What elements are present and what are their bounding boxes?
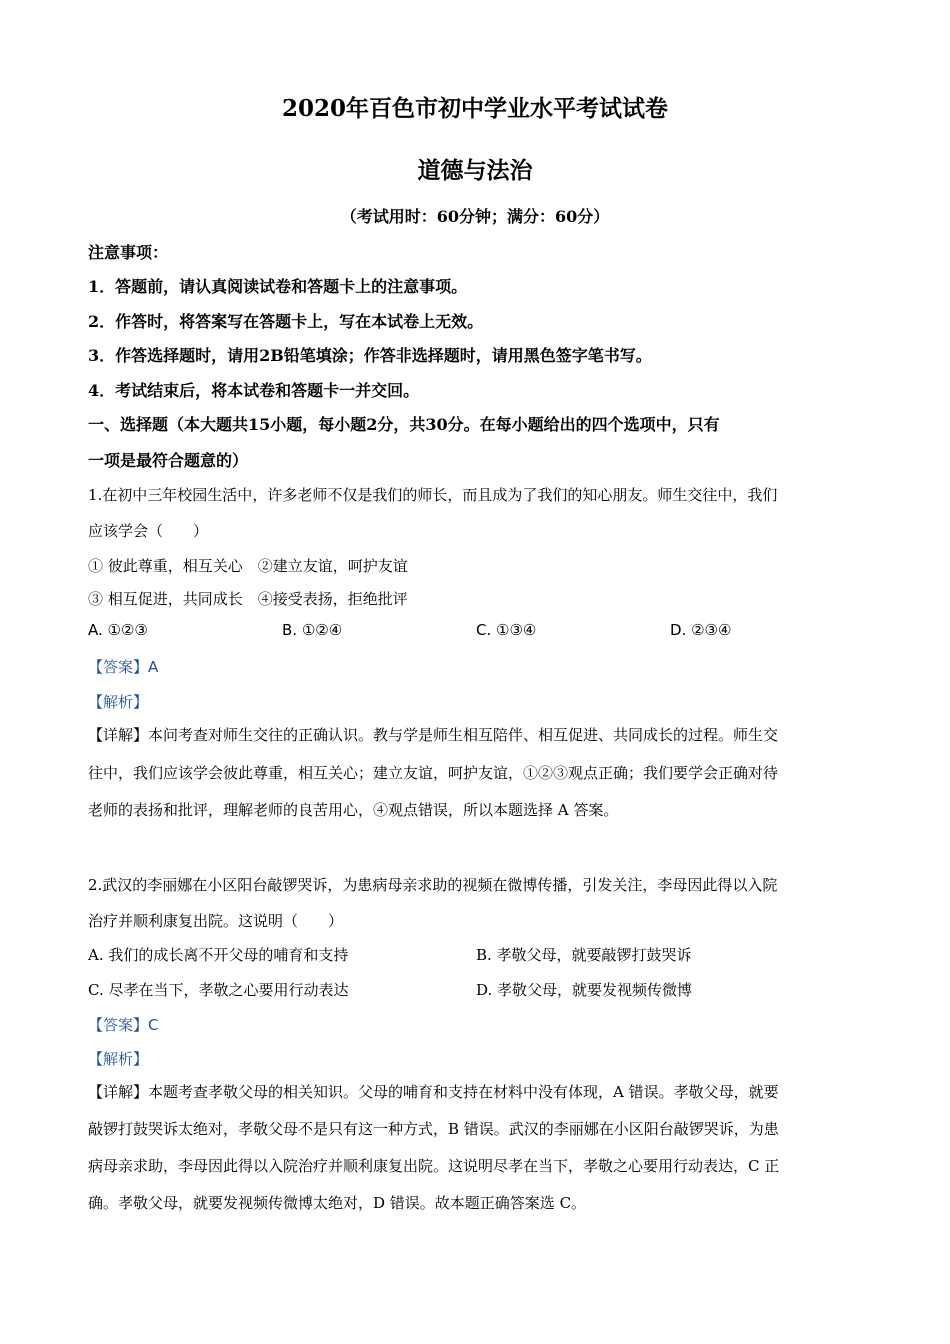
- section-heading: 一、选择题（本大题共15小题，每小题2分，共30分。在每小题给出的四个选项中，只有: [88, 415, 720, 434]
- option-a: A. 我们的成长离不开父母的哺育和支持: [88, 946, 349, 964]
- answer-label: 【答案】: [88, 658, 149, 676]
- option-c: C. ①③④: [476, 621, 537, 639]
- question-stem-cont: 应该学会（ ）: [88, 522, 209, 540]
- question-statement: ③ 相互促进，共同成长 ④接受表扬，拒绝批评: [88, 590, 408, 608]
- answer-label: 【答案】: [88, 1016, 149, 1034]
- option-d: D. 孝敬父母，就要发视频传微博: [476, 981, 693, 999]
- notice-item: 1．答题前，请认真阅读试卷和答题卡上的注意事项。: [88, 277, 468, 296]
- answer-line: [88, 656, 158, 677]
- exam-title: 2020年百色市初中学业水平考试试卷: [281, 95, 668, 122]
- section-heading-cont: 一项是最符合题意的）: [88, 451, 249, 470]
- question-statement: ① 彼此尊重，相互关心 ②建立友谊，呵护友谊: [88, 557, 408, 575]
- notice-item: 4．考试结束后，将本试卷和答题卡一并交回。: [88, 381, 420, 400]
- detail-line: 确。孝敬父母，就要发视频传微博太绝对，D 错误。故本题正确答案选 C。: [88, 1194, 587, 1212]
- answer-line: [88, 1014, 159, 1035]
- answer-value: C: [148, 1016, 159, 1034]
- detail-line: 【详解】本问考查对师生交往的正确认识。教与学是师生相互陪伴、相互促进、共同成长的过程。师生交: [88, 726, 779, 744]
- answer-value: A: [148, 658, 159, 676]
- detail-line: 病母亲求助，李母因此得以入院治疗并顺利康复出院。这说明尽孝在当下，孝敬之心要用行动表达，C 正: [88, 1157, 780, 1175]
- analysis-label: 【解析】: [88, 1050, 149, 1068]
- question-stem-cont: 治疗并顺利康复出院。这说明（ ）: [88, 912, 344, 930]
- notice-heading: 注意事项：: [88, 243, 169, 262]
- analysis-label: 【解析】: [88, 693, 149, 711]
- option-c: C. 尽孝在当下，孝敬之心要用行动表达: [88, 981, 349, 999]
- option-a: A. ①②③: [88, 621, 148, 639]
- detail-line: 敲锣打鼓哭诉太绝对，孝敬父母不是只有这一种方式，B 错误。武汉的李丽娜在小区阳台敲锣哭诉，为患: [88, 1120, 779, 1138]
- subject-title: 道德与法治: [417, 157, 533, 184]
- question-stem: 2.武汉的李丽娜在小区阳台敲锣哭诉，为患病母亲求助的视频在微博传播，引发关注，李母因此得以入院: [88, 876, 778, 894]
- option-b: B. 孝敬父母，就要敲锣打鼓哭诉: [476, 946, 692, 964]
- notice-item: 2．作答时，将答案写在答题卡上，写在本试卷上无效。: [88, 312, 484, 331]
- notice-item: 3．作答选择题时，请用2B铅笔填涂；作答非选择题时，请用黑色签字笔书写。: [88, 346, 652, 365]
- detail-line: 往中，我们应该学会彼此尊重，相互关心；建立友谊，呵护友谊，①②③观点正确；我们要学会正确对待: [88, 764, 779, 782]
- detail-line: 老师的表扬和批评，理解老师的良苦用心，④观点错误，所以本题选择 A 答案。: [88, 801, 619, 819]
- option-b: B. ①②④: [282, 621, 343, 639]
- question-stem: 1.在初中三年校园生活中，许多老师不仅是我们的师长，而且成为了我们的知心朋友。师生交往中，我们: [88, 486, 778, 504]
- detail-line: 【详解】本题考查孝敬父母的相关知识。父母的哺育和支持在材料中没有体现，A 错误。孝敬父母，就要: [88, 1083, 779, 1101]
- option-d: D. ②③④: [670, 621, 732, 639]
- exam-info: （考试用时：60分钟；满分：60分）: [340, 207, 610, 226]
